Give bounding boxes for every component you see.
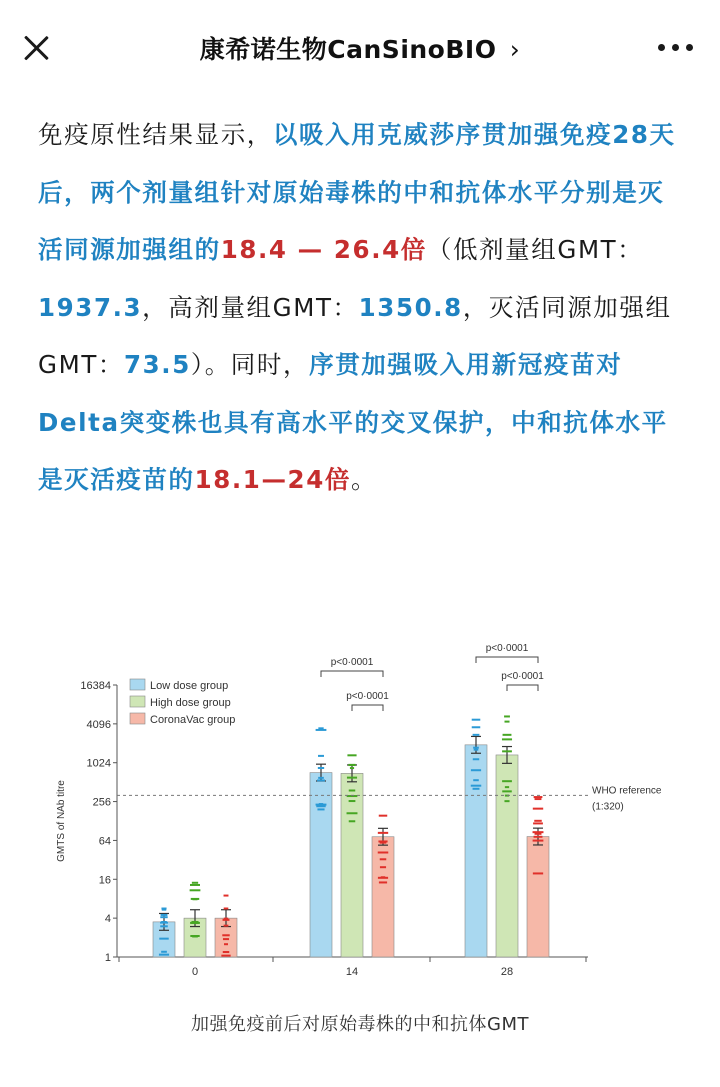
legend-swatch [130, 713, 145, 724]
x-tick-label: 14 [345, 966, 359, 978]
chevron-right-icon: › [509, 35, 521, 64]
bar-coronavac-group [527, 837, 549, 957]
y-tick-label: 4 [104, 913, 111, 926]
legend-swatch [130, 679, 145, 690]
y-tick-label: 1 [104, 952, 111, 964]
who-reference-label: WHO reference [592, 785, 662, 797]
text-segment: ）。同时， [190, 350, 310, 379]
significance-label: p<0·0001 [485, 643, 529, 654]
highlight-text: 序贯加强吸入用新冠疫苗对Delta突变株也具有高水平的交叉保护，中和抗体水平是灭活疫苗的 [38, 350, 668, 494]
legend-label: Low dose group [150, 680, 229, 692]
y-axis-label: GMTS of NAb titre [56, 780, 67, 862]
account-title[interactable] [0, 30, 720, 66]
gmt-value-low: 1937.3 [38, 292, 143, 322]
legend-label: High dose group [150, 697, 231, 709]
x-tick-label: 0 [191, 966, 199, 978]
top-bar [0, 0, 720, 96]
y-tick-label: 256 [92, 796, 111, 809]
more-icon[interactable] [656, 38, 696, 58]
y-tick-label: 1024 [86, 757, 111, 770]
bar-low-dose-group [465, 745, 487, 957]
significance-label: p<0·0001 [346, 691, 389, 702]
significance-label: p<0·0001 [501, 671, 544, 682]
figure-caption: 加强免疫前后对原始毒株的中和抗体GMT [191, 1014, 529, 1035]
significance-bracket [507, 685, 538, 691]
gmt-value-high: 1350.8 [358, 292, 463, 322]
highlight-ratio: 18.4 — 26.4倍 [220, 235, 427, 264]
text-segment: ，高剂量组GMT： [142, 292, 359, 322]
y-tick-label: 16384 [80, 680, 111, 692]
x-tick-label: 28 [500, 966, 514, 978]
account-name[interactable]: 康希诺生物CanSinoBIO [199, 35, 497, 64]
text-segment: ，灭活同源加强组GMT： [38, 292, 672, 379]
legend-label: CoronaVac group [150, 714, 236, 726]
y-tick-label: 16 [98, 874, 111, 887]
highlight-text: 以吸入用克威莎序贯加强免疫28天后，两个剂量组针对原始毒株的中和抗体水平分别是灭活同源加强组的 [38, 120, 676, 264]
bar-high-dose-group [496, 755, 518, 957]
significance-bracket [321, 671, 383, 677]
bar-coronavac-group [372, 837, 394, 957]
y-tick-label: 64 [98, 835, 111, 848]
y-tick-label: 4096 [86, 718, 111, 731]
gmt-chart-figure [40, 635, 680, 995]
significance-bracket [476, 657, 538, 663]
text-segment: 免疫原性结果显示， [38, 120, 273, 149]
text-segment: （低剂量组GMT： [426, 235, 644, 264]
significance-label: p<0·0001 [330, 657, 374, 668]
bar-low-dose-group [310, 773, 332, 957]
gmt-value-inactivated: 73.5 [124, 350, 191, 379]
highlight-ratio: 18.1—24倍 [194, 465, 351, 494]
legend-swatch [130, 696, 145, 707]
significance-bracket [352, 705, 383, 711]
who-reference-sublabel: (1:320) [592, 801, 624, 813]
article-paragraph [38, 106, 684, 509]
text-segment: 。 [350, 465, 378, 494]
gmt-bar-chart [40, 635, 680, 995]
